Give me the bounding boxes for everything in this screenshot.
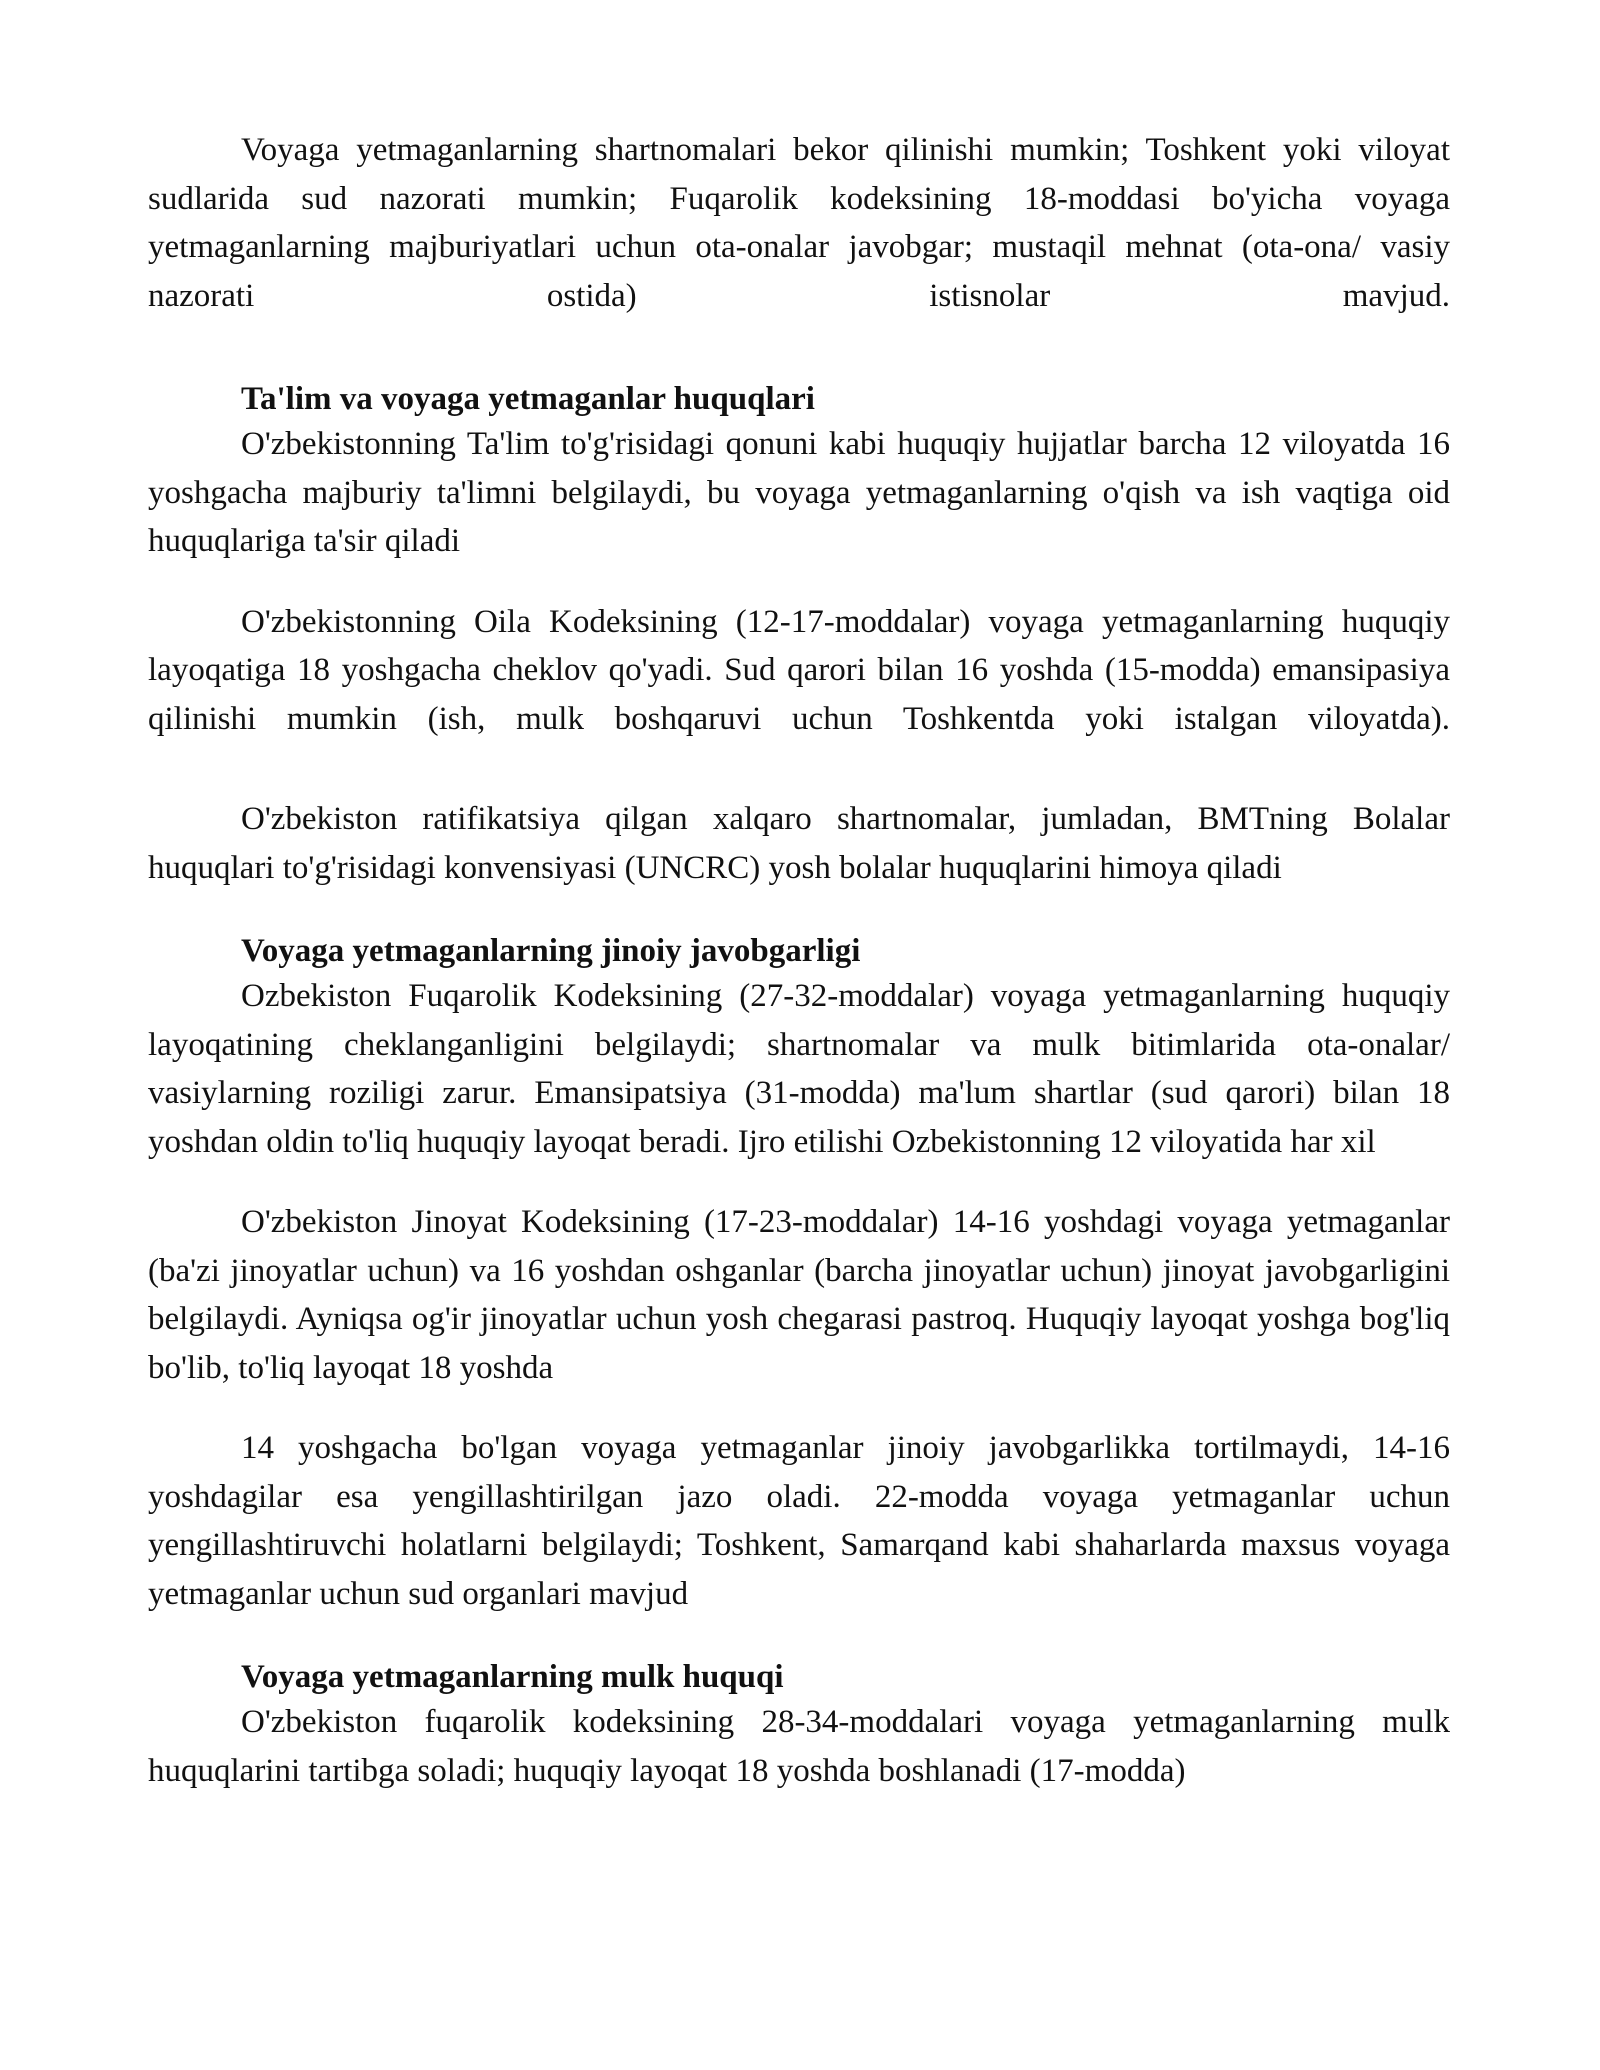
- document-page: [148, 126, 1450, 1795]
- paragraph-property-law: O'zbekiston fuqarolik kodeksining 28-34-moddalari voyaga yetmaganlarning mulk huquqlarini tartibga soladi; huquqiy layoqat 18 yoshda boshlanadi (17-modda): [148, 1704, 1450, 1789]
- heading-criminal-liability: Voyaga yetmaganlarning jinoiy javobgarligi: [241, 933, 861, 969]
- paragraph-juvenile-courts: 14 yoshgacha bo'lgan voyaga yetmaganlar jinoiy javobgarlikka tortilmaydi, 14-16 yoshdagilar esa yengillashtirilgan jazo oladi. 22-modda voyaga yetmaganlar uchun yengillashtiruvchi holatlarni belgilaydi; Toshkent, Samarqand kabi shaharlarda maxsus voyaga yetmaganlar uchun sud organlari mavjud: [148, 1430, 1450, 1612]
- paragraph-uncrc: O'zbekiston ratifikatsiya qilgan xalqaro shartnomalar, jumladan, BMTning Bolalar huquqlari to'g'risidagi konvensiyasi (UNCRC) yosh bolalar huquqlarini himoya qiladi: [148, 801, 1450, 886]
- paragraph-contract-voiding: Voyaga yetmaganlarning shartnomalari bekor qilinishi mumkin; Toshkent yoki viloyat sudlarida sud nazorati mumkin; Fuqarolik kodeksining 18-moddasi bo'yicha voyaga yetmaganlarning majburiyatlari uchun ota-onalar javobgar; mustaqil mehnat (ota-ona/ vasiy nazorati ostida) istisnolar mavjud.: [148, 132, 1450, 314]
- heading-property-rights: Voyaga yetmaganlarning mulk huquqi: [241, 1659, 784, 1695]
- paragraph-education-law: O'zbekistonning Ta'lim to'g'risidagi qonuni kabi huquqiy hujjatlar barcha 12 viloyatda 16 yoshgacha majburiy ta'limni belgilaydi, bu voyaga yetmaganlarning o'qish va ish vaqtiga oid huquqlariga ta'sir qiladi: [148, 426, 1450, 559]
- paragraph-civil-code-capacity: Ozbekiston Fuqarolik Kodeksining (27-32-moddalar) voyaga yetmaganlarning huquqiy layoqatining cheklanganligini belgilaydi; shartnomalar va mulk bitimlarida ota-onalar/ vasiylarning roziligi zarur. Emansipatsiya (31-modda) ma'lum shartlar (sud qarori) bilan 18 yoshdan oldin to'liq huquqiy layoqat beradi. Ijro etilishi Ozbekistonning 12 viloyatida har xil: [148, 978, 1450, 1160]
- paragraph-family-code: O'zbekistonning Oila Kodeksining (12-17-moddalar) voyaga yetmaganlarning huquqiy layoqatiga 18 yoshgacha cheklov qo'yadi. Sud qarori bilan 16 yoshda (15-modda) emansipasiya qilinishi mumkin (ish, mulk boshqaruvi uchun Toshkentda yoki istalgan viloyatda).: [148, 603, 1450, 737]
- heading-education-rights: Ta'lim va voyaga yetmaganlar huquqlari: [241, 381, 815, 417]
- paragraph-criminal-code: O'zbekiston Jinoyat Kodeksining (17-23-moddalar) 14-16 yoshdagi voyaga yetmaganlar (ba'zi jinoyatlar uchun) va 16 yoshdan oshganlar (barcha jinoyatlar uchun) jinoyat javobgarligini belgilaydi. Ayniqsa og'ir jinoyatlar uchun yosh chegarasi pastroq. Huquqiy layoqat yoshga bog'liq bo'lib, to'liq layoqat 18 yoshda: [148, 1204, 1450, 1386]
